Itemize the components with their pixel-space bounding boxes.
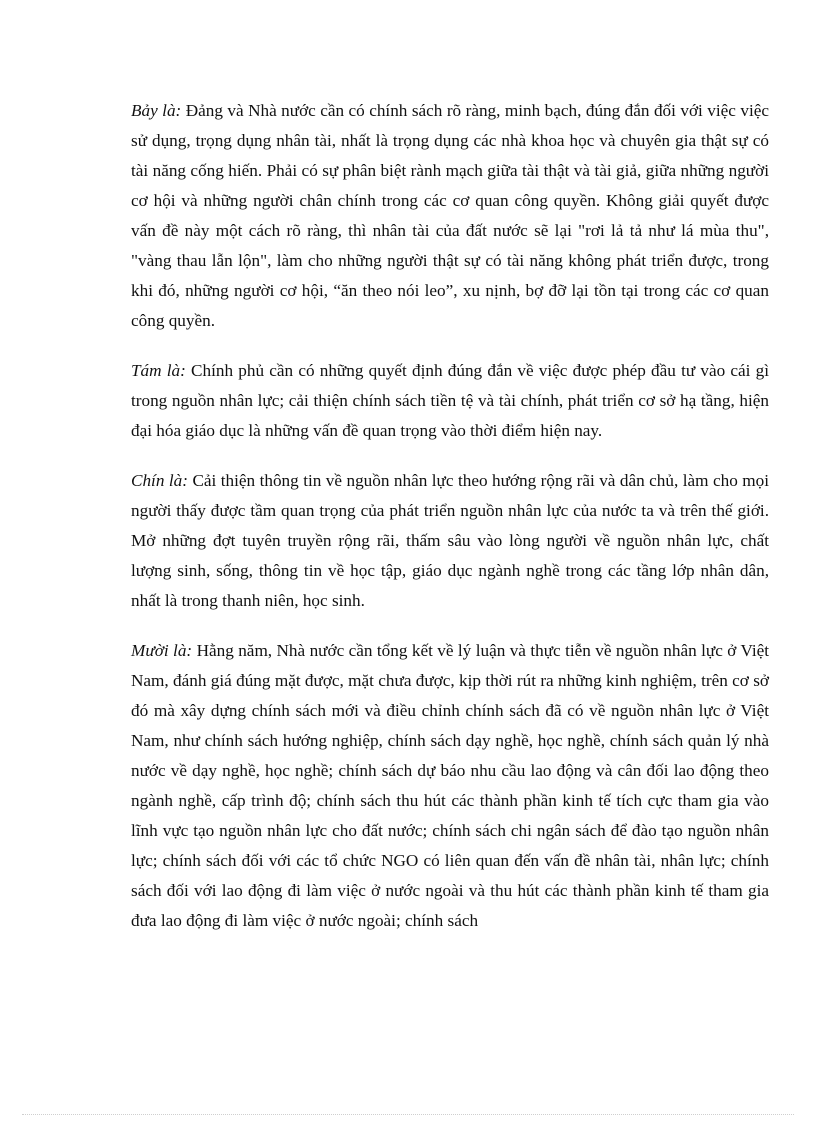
paragraph-text: Hằng năm, Nhà nước cần tổng kết về lý luận và thực tiễn về nguồn nhân lực ở Việt Nam, đánh giá đúng mặt được, mặt chưa được, kịp thời rút ra những kinh nghiệm, trên cơ sở đó mà xây dựng chính sách mới và điều chỉnh chính sách đã có về nguồn nhân lực ở Việt Nam, như chính sách hướng nghiệp, chính sách dạy nghề, học nghề, chính sách quản lý nhà nước về dạy nghề, học nghề; chính sách dự báo nhu cầu lao động và cân đối lao động theo ngành nghề, cấp trình độ; chính sách thu hút các thành phần kinh tế tích cực tham gia vào lĩnh vực tạo nguồn nhân lực cho đất nước; chính sách chi ngân sách để đào tạo nguồn nhân lực; chính sách đối với các tổ chức NGO có liên quan đến vấn đề nhân tài, nhân lực; chính sách đối với lao động đi làm việc ở nước ngoài và thu hút các thành phần kinh tế tham gia đưa lao động đi làm việc ở nước ngoài; chính sách <box>131 641 769 930</box>
paragraph-lead: Chín là: <box>131 471 188 490</box>
paragraph-text: Cải thiện thông tin về nguồn nhân lực theo hướng rộng rãi và dân chủ, làm cho mọi người thấy được tầm quan trọng của phát triển nguồn nhân lực của nước ta và trên thế giới. Mở những đợt tuyên truyền rộng rãi, thấm sâu vào lòng người về nguồn nhân lực, chất lượng sinh, sống, thông tin về học tập, giáo dục ngành nghề trong các tầng lớp nhân dân, nhất là trong thanh niên, học sinh. <box>131 471 769 610</box>
page-bottom-divider <box>22 1114 794 1115</box>
document-page <box>131 96 769 956</box>
paragraph-bay-la <box>131 96 769 336</box>
paragraph-tam-la <box>131 356 769 446</box>
paragraph-muoi-la <box>131 636 769 936</box>
paragraph-lead: Tám là: <box>131 361 186 380</box>
paragraph-text: Chính phủ cần có những quyết định đúng đắn về việc được phép đầu tư vào cái gì trong nguồn nhân lực; cải thiện chính sách tiền tệ và tài chính, phát triển cơ sở hạ tầng, hiện đại hóa giáo dục là những vấn đề quan trọng vào thời điểm hiện nay. <box>131 361 769 440</box>
paragraph-text: Đảng và Nhà nước cần có chính sách rõ ràng, minh bạch, đúng đắn đối với việc việc sử dụng, trọng dụng nhân tài, nhất là trọng dụng các nhà khoa học và chuyên gia thật sự có tài năng cống hiến. Phải có sự phân biệt rành mạch giữa tài thật và tài giả, giữa những người cơ hội và những người chân chính trong các cơ quan công quyền. Không giải quyết được vấn đề này một cách rõ ràng, thì nhân tài của đất nước sẽ lại "rơi lả tả như lá mùa thu", "vàng thau lẫn lộn", làm cho những người thật sự có tài năng không phát triển được, trong khi đó, những người cơ hội, “ăn theo nói leo”, xu nịnh, bợ đỡ lại tồn tại trong các cơ quan công quyền. <box>131 101 769 330</box>
paragraph-lead: Bảy là: <box>131 101 182 120</box>
paragraph-lead: Mười là: <box>131 641 193 660</box>
paragraph-chin-la <box>131 466 769 616</box>
